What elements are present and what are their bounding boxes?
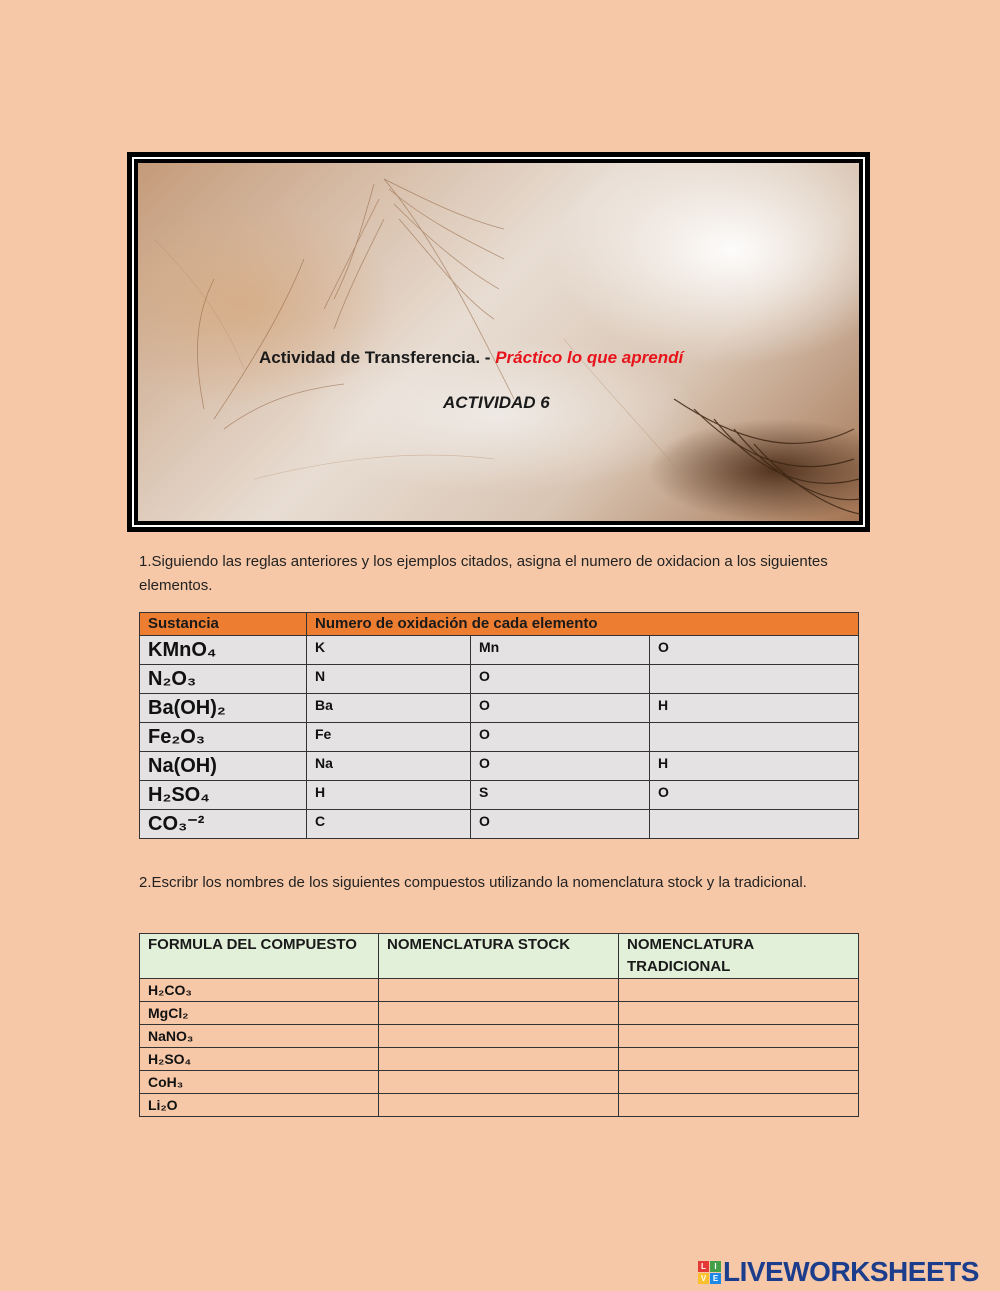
- table-row: [140, 694, 859, 723]
- element-cell[interactable]: O: [650, 781, 859, 810]
- traditional-answer-cell[interactable]: [619, 979, 859, 1002]
- header-substance: Sustancia: [140, 613, 307, 636]
- stock-answer-cell[interactable]: [379, 1025, 619, 1048]
- compound-formula: H₂SO₄: [140, 1048, 379, 1071]
- compound-formula: H₂CO₃: [140, 979, 379, 1002]
- formula-cell: CO₃⁻²: [140, 810, 307, 839]
- stock-answer-cell[interactable]: [379, 1071, 619, 1094]
- compound-formula: NaNO₃: [140, 1025, 379, 1048]
- logo-mark-icon: [698, 1261, 721, 1284]
- element-cell[interactable]: O: [471, 810, 650, 839]
- table-row: [140, 1025, 859, 1048]
- banner-image: [127, 152, 870, 532]
- logo-text: LIVEWORKSHEETS: [723, 1256, 979, 1287]
- element-cell[interactable]: O: [471, 752, 650, 781]
- title-black: Actividad de Transferencia. -: [259, 348, 496, 367]
- table-row: [140, 752, 859, 781]
- table-row: [140, 636, 859, 665]
- traditional-answer-cell[interactable]: [619, 1071, 859, 1094]
- formula-cell: H₂SO₄: [140, 781, 307, 810]
- element-cell[interactable]: [650, 723, 859, 752]
- stock-answer-cell[interactable]: [379, 1048, 619, 1071]
- traditional-answer-cell[interactable]: [619, 1094, 859, 1117]
- element-cell[interactable]: O: [471, 694, 650, 723]
- stock-answer-cell[interactable]: [379, 1094, 619, 1117]
- element-cell[interactable]: [650, 665, 859, 694]
- feather-background: [132, 157, 865, 527]
- traditional-answer-cell[interactable]: [619, 1002, 859, 1025]
- activity-subtitle: ACTIVIDAD 6: [443, 393, 550, 412]
- stock-answer-cell[interactable]: [379, 1002, 619, 1025]
- header-formula: FORMULA DEL COMPUESTO: [140, 934, 379, 979]
- logo-mark-letter: I: [710, 1261, 721, 1272]
- element-cell[interactable]: [650, 810, 859, 839]
- element-cell[interactable]: S: [471, 781, 650, 810]
- table-row: [140, 781, 859, 810]
- header-oxidation: Numero de oxidación de cada elemento: [307, 613, 859, 636]
- oxidation-table: [139, 612, 859, 839]
- table-row: [140, 1002, 859, 1025]
- element-cell[interactable]: Ba: [307, 694, 471, 723]
- liveworksheets-logo[interactable]: [698, 1256, 979, 1288]
- element-cell[interactable]: Na: [307, 752, 471, 781]
- table-row: [140, 1094, 859, 1117]
- activity-title: [259, 348, 683, 368]
- compound-formula: Li₂O: [140, 1094, 379, 1117]
- element-cell[interactable]: H: [307, 781, 471, 810]
- element-cell[interactable]: O: [650, 636, 859, 665]
- table-row: [140, 665, 859, 694]
- element-cell[interactable]: N: [307, 665, 471, 694]
- header-stock: NOMENCLATURA STOCK: [379, 934, 619, 979]
- table-row: [140, 979, 859, 1002]
- nomenclature-table-header: [140, 934, 859, 979]
- formula-cell: Ba(OH)₂: [140, 694, 307, 723]
- element-cell[interactable]: O: [471, 665, 650, 694]
- element-cell[interactable]: Mn: [471, 636, 650, 665]
- element-cell[interactable]: C: [307, 810, 471, 839]
- element-cell[interactable]: K: [307, 636, 471, 665]
- title-red: Práctico lo que aprendí: [495, 348, 684, 367]
- compound-formula: CoH₃: [140, 1071, 379, 1094]
- element-cell[interactable]: H: [650, 694, 859, 723]
- formula-cell: Na(OH): [140, 752, 307, 781]
- stock-answer-cell[interactable]: [379, 979, 619, 1002]
- table-row: [140, 1048, 859, 1071]
- logo-mark-letter: E: [710, 1273, 721, 1284]
- header-traditional: NOMENCLATURA TRADICIONAL: [619, 934, 859, 979]
- logo-mark-letter: L: [698, 1261, 709, 1272]
- logo-mark-letter: V: [698, 1273, 709, 1284]
- traditional-answer-cell[interactable]: [619, 1025, 859, 1048]
- element-cell[interactable]: O: [471, 723, 650, 752]
- compound-formula: MgCl₂: [140, 1002, 379, 1025]
- formula-cell: N₂O₃: [140, 665, 307, 694]
- traditional-answer-cell[interactable]: [619, 1048, 859, 1071]
- formula-cell: KMnO₄: [140, 636, 307, 665]
- element-cell[interactable]: H: [650, 752, 859, 781]
- oxidation-table-header: [140, 613, 859, 636]
- table-row: [140, 723, 859, 752]
- question-2: 2.Escribr los nombres de los siguientes compuestos utilizando la nomenclatura stock y la tradicional.: [139, 874, 807, 891]
- element-cell[interactable]: Fe: [307, 723, 471, 752]
- nomenclature-table: [139, 933, 859, 1117]
- formula-cell: Fe₂O₃: [140, 723, 307, 752]
- table-row: [140, 1071, 859, 1094]
- question-1: 1.Siguiendo las reglas anteriores y los ejemplos citados, asigna el numero de oxidacion a los siguientes elementos.: [139, 553, 828, 594]
- feather-illustration: [134, 159, 863, 525]
- table-row: [140, 810, 859, 839]
